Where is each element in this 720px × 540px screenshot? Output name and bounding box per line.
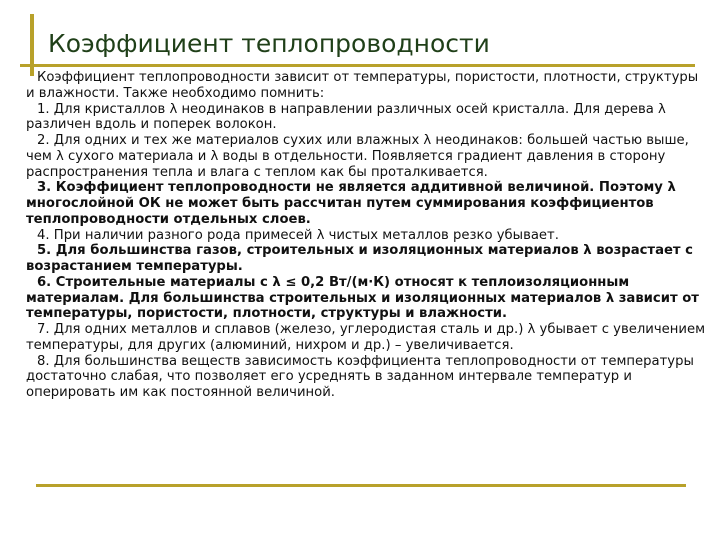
paragraph-item-4: 4. При наличии разного рода примесей λ чистых металлов резко убывает. (37, 227, 559, 243)
bottom-rule (36, 484, 686, 487)
slide-body (26, 70, 706, 401)
paragraph-item-8: 8. Для большинства веществ зависимость коэффициента теплопроводности от температуры достаточно слабая, что позволяет его усреднять в заданном интервале температур и оперировать им как постоянной величиной. (26, 353, 694, 400)
paragraph-item-5: 5. Для большинства газов, строительных и изоляционных материалов λ возрастает с возрастанием температуры. (26, 243, 693, 274)
paragraph-item-1: 1. Для кристаллов λ неодинаков в направлении различных осей кристалла. Для дерева λ различен вдоль и поперек волокон. (26, 101, 666, 133)
paragraph-intro: Коэффициент теплопроводности зависит от температуры, пористости, плотности, структуры и влажности. Также необходимо помнить: (26, 70, 699, 101)
paragraph-item-7: 7. Для одних металлов и сплавов (железо, углеродистая сталь и др.) λ убывает с увеличением температуры, для других (алюминий, нихром и др.) – увеличивается. (26, 322, 706, 353)
paragraph-item-2: 2. Для одних и тех же материалов сухих или влажных λ неодинаков: большей частью выше, чем λ сухого материала и λ воды в отдельности. Появляется градиент давления в сторону распространения тепла и влага с теплом как бы проталкивается. (26, 133, 689, 180)
paragraph-item-6: 6. Строительные материалы с λ ≤ 0,2 Вт/(м·К) относят к теплоизоляционным материалам. Для большинства строительных и изоляционных материалов λ зависит от температуры, пористости, плотности, структуры и влажности. (26, 274, 699, 322)
title-underline (20, 64, 695, 67)
paragraph-item-3: 3. Коэффициент теплопроводности не является аддитивной величиной. Поэтому λ многослойной ОК не может быть рассчитан путем суммирования коэффициентов теплопроводности отдельных слоев. (26, 180, 676, 227)
page-title: Коэффициент теплопроводности (48, 29, 490, 58)
